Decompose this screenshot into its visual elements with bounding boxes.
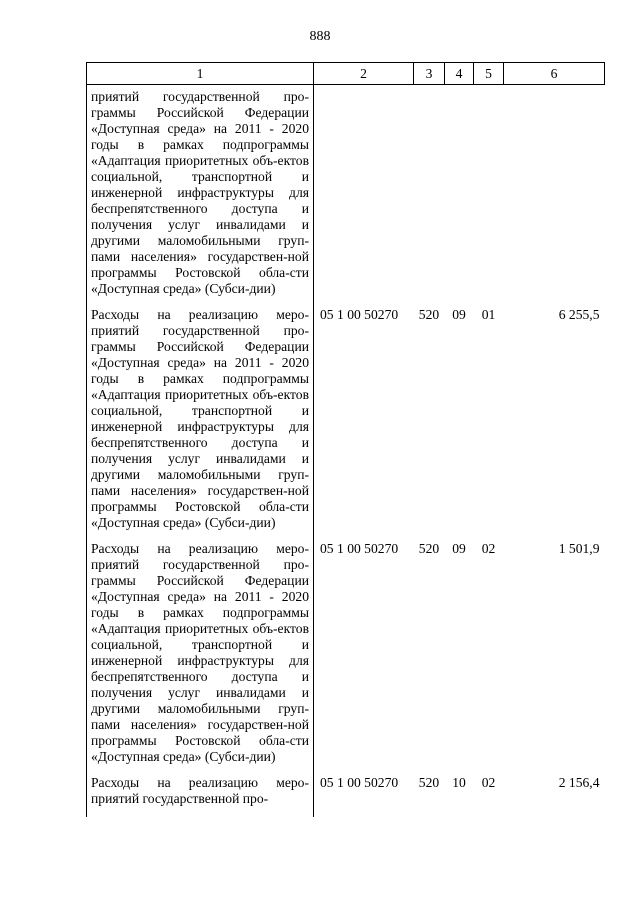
column-header-1: 1 (87, 63, 314, 85)
row-col4: 10 (452, 775, 466, 790)
row-col3: 520 (418, 541, 440, 556)
row-code: 05 1 00 50270 (320, 307, 399, 322)
row-col4: 09 (452, 541, 466, 556)
column-header-3: 3 (414, 63, 445, 85)
row-amount (504, 85, 605, 308)
row-col4: 09 (452, 307, 466, 322)
row-description: Расходы на реализацию меро-приятий государственной про-граммы Российской Федерации «Доступная среда» на 2011 - 2020 годы в рамках подпрограммы «Адаптация приоритетных объ-ектов социальной, транспортной и инженерной инфраструктуры для беспрепятственного доступа и получения услуг инвалидами и другими маломобильными груп-пами населения» государствен-ной программы Ростовской обла-сти «Доступная среда» (Субси-дии) (87, 541, 314, 775)
table-row (87, 775, 605, 817)
page-number: 888 (309, 29, 331, 44)
row-amount: 2 156,4 (558, 775, 600, 790)
row-col3: 520 (418, 307, 440, 322)
row-amount: 1 501,9 (558, 541, 600, 556)
row-col3: 520 (418, 775, 440, 790)
column-header-2: 2 (314, 63, 414, 85)
column-header-4: 4 (445, 63, 474, 85)
row-description: приятий государственной про-граммы Российской Федерации «Доступная среда» на 2011 - 2020 годы в рамках подпрограммы «Адаптация приоритетных объ-ектов социальной, транспортной и инженерной инфраструктуры для беспрепятственного доступа и получения услуг инвалидами и другими маломобильными груп-пами населения» государствен-ной программы Ростовской обла-сти «Доступная среда» (Субси-дии) (87, 85, 314, 308)
table-row (87, 307, 605, 541)
row-col5: 02 (481, 775, 496, 790)
row-col5: 02 (481, 541, 496, 556)
row-col5 (474, 85, 504, 308)
row-description: Расходы на реализацию меро-приятий государственной про-граммы Российской Федерации «Доступная среда» на 2011 - 2020 годы в рамках подпрограммы «Адаптация приоритетных объ-ектов социальной, транспортной и инженерной инфраструктуры для беспрепятственного доступа и получения услуг инвалидами и другими маломобильными груп-пами населения» государствен-ной программы Ростовской обла-сти «Доступная среда» (Субси-дии) (87, 307, 314, 541)
row-col4 (445, 85, 474, 308)
row-col3 (414, 85, 445, 308)
column-header-6: 6 (504, 63, 605, 85)
table-row (87, 85, 605, 308)
row-code (314, 85, 414, 308)
row-code: 05 1 00 50270 (320, 775, 399, 790)
budget-table (86, 62, 605, 817)
row-code: 05 1 00 50270 (320, 541, 399, 556)
row-col5: 01 (481, 307, 496, 322)
table-row (87, 541, 605, 775)
row-amount: 6 255,5 (558, 307, 600, 322)
row-description: Расходы на реализацию меро-приятий государственной про- (87, 775, 314, 817)
table-header-row (87, 63, 605, 85)
column-header-5: 5 (474, 63, 504, 85)
